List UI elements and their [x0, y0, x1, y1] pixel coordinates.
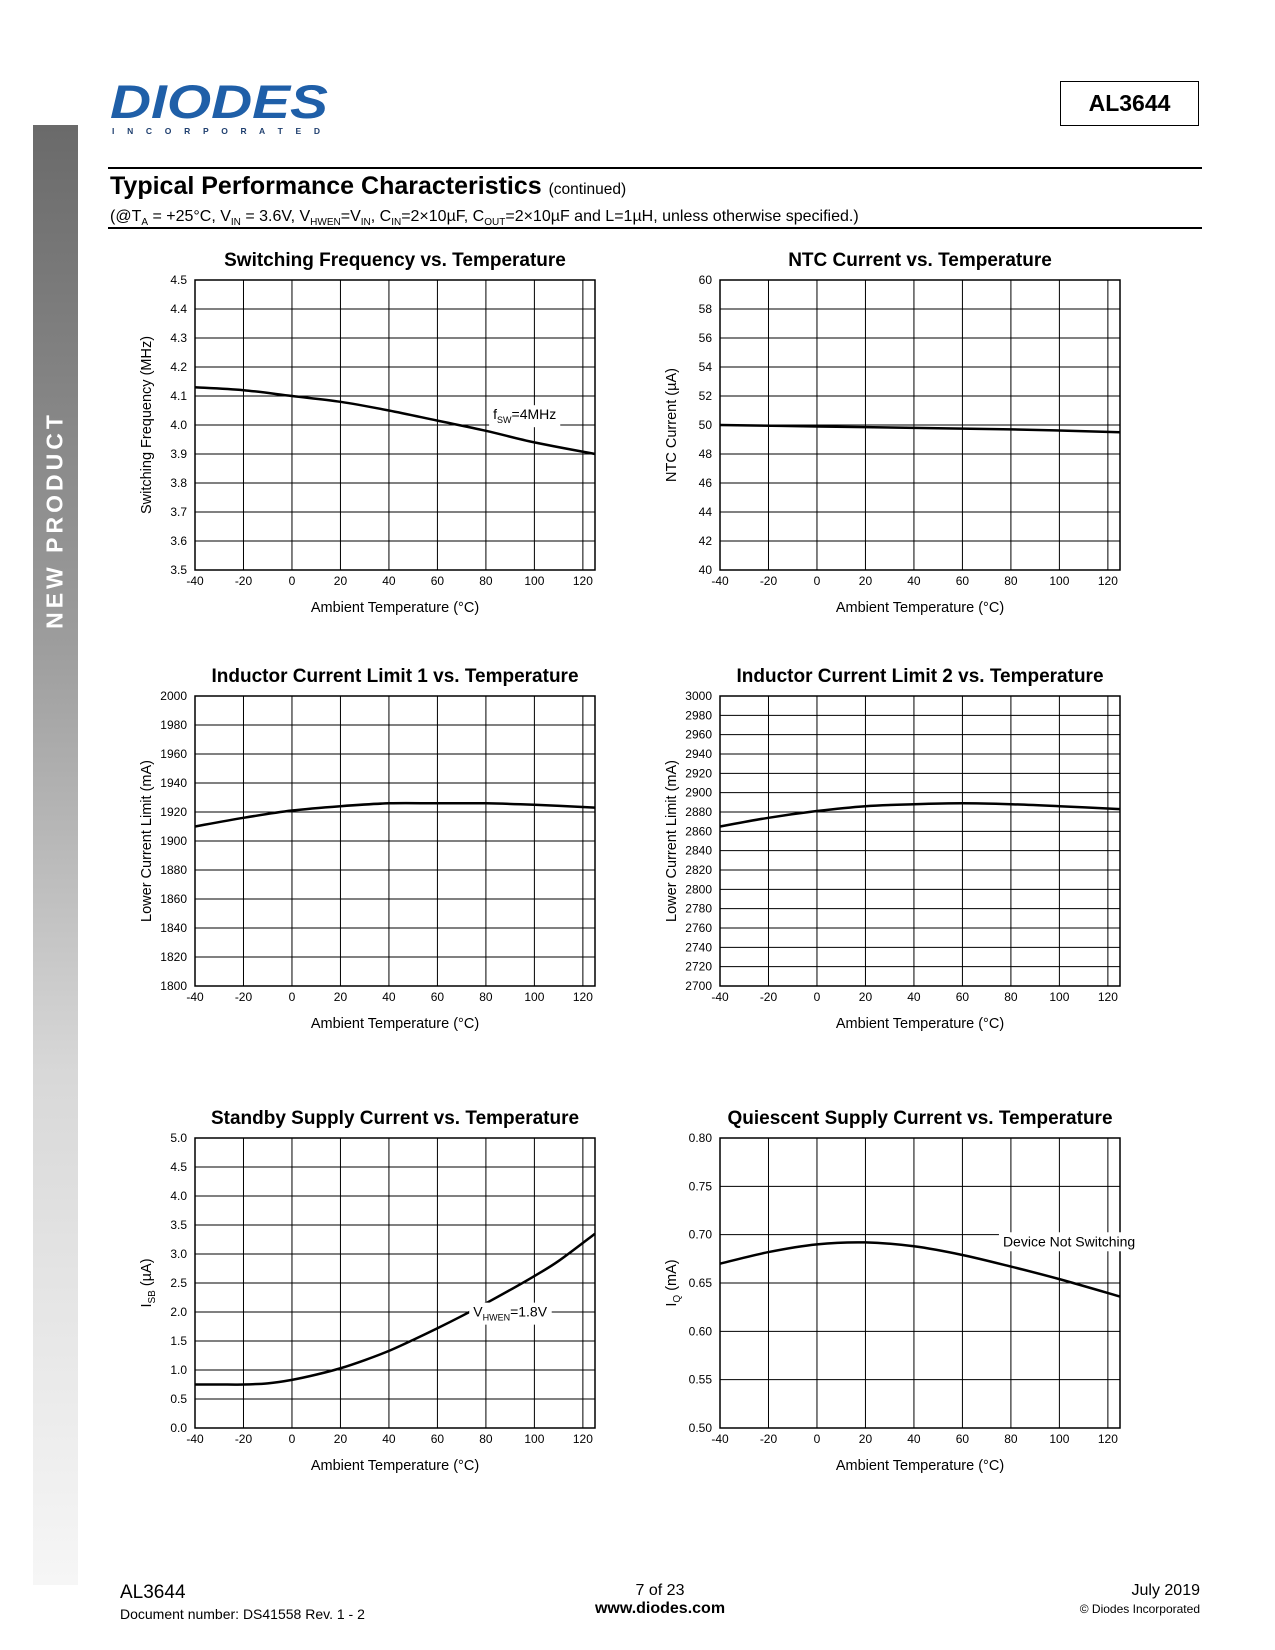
- y-axis-label: NTC Current (µA): [664, 368, 680, 482]
- y-axis-label: $I_Q$ (mA): [664, 1259, 683, 1307]
- chart-svg: [135, 1108, 605, 1493]
- x-tick-label: 100: [524, 1432, 545, 1446]
- y-tick-label: 60: [698, 273, 712, 287]
- x-tick-label: 60: [955, 990, 970, 1004]
- y-tick-label: 4.0: [170, 418, 187, 432]
- section-title-main: Typical Performance Characteristics: [110, 172, 542, 200]
- y-tick-label: 4.5: [170, 1160, 187, 1174]
- x-tick-label: 120: [1097, 574, 1118, 588]
- chart-title: Standby Supply Current vs. Temperature: [210, 1108, 580, 1129]
- y-tick-label: 3.5: [170, 1218, 187, 1232]
- chart-svg: [135, 250, 605, 635]
- y-tick-label: 2760: [685, 921, 712, 935]
- y-tick-label: 2780: [685, 901, 712, 916]
- y-tick-label: 0.80: [688, 1131, 712, 1145]
- x-tick-label: 80: [1004, 1432, 1018, 1446]
- y-tick-label: 50: [698, 418, 712, 432]
- x-tick-label: 0: [813, 1432, 821, 1446]
- x-tick-label: 100: [524, 990, 545, 1004]
- x-axis-label: Ambient Temperature (°C): [310, 1458, 480, 1474]
- x-tick-label: -20: [759, 990, 778, 1004]
- footer-left: [120, 1582, 365, 1622]
- y-tick-label: 1940: [160, 776, 187, 790]
- x-tick-label: 120: [572, 1432, 593, 1446]
- x-tick-label: 60: [430, 990, 445, 1004]
- x-tick-label: 120: [1097, 1432, 1118, 1446]
- x-tick-label: 120: [572, 574, 593, 588]
- y-tick-label: 3000: [685, 689, 712, 703]
- x-tick-label: 0: [288, 990, 296, 1004]
- footer-center: [595, 1582, 725, 1618]
- x-tick-label: 40: [382, 1432, 396, 1446]
- y-tick-label: 1840: [160, 921, 187, 935]
- y-tick-label: 2860: [685, 824, 712, 839]
- x-axis-label: Ambient Temperature (°C): [310, 600, 480, 616]
- x-tick-label: 20: [858, 990, 873, 1004]
- diodes-logo: [110, 78, 340, 148]
- y-tick-label: 1900: [160, 834, 187, 848]
- chart-quiescent-current: [660, 1108, 1136, 1493]
- x-tick-label: -40: [186, 990, 204, 1004]
- y-tick-label: 4.1: [170, 389, 187, 403]
- y-tick-label: 3.5: [170, 563, 187, 577]
- x-tick-label: -20: [234, 1432, 253, 1446]
- chart-ntc-current: [660, 250, 1130, 635]
- y-tick-label: 1820: [160, 950, 187, 964]
- y-tick-label: 4.3: [170, 331, 187, 345]
- y-tick-label: 1920: [160, 805, 187, 819]
- chart-svg: [135, 666, 605, 1051]
- chart-svg: [660, 666, 1130, 1051]
- side-banner: [33, 125, 78, 1585]
- y-tick-label: 42: [698, 534, 712, 548]
- y-tick-label: 0.65: [688, 1276, 712, 1290]
- y-tick-label: 2800: [685, 882, 712, 897]
- x-tick-label: 0: [813, 574, 821, 588]
- x-tick-label: 20: [333, 1432, 348, 1446]
- y-tick-label: 3.7: [170, 505, 187, 519]
- x-tick-label: -40: [186, 1432, 204, 1446]
- data-series-line: [720, 425, 1120, 432]
- y-tick-label: 3.6: [170, 534, 187, 548]
- x-tick-label: 60: [430, 574, 445, 588]
- chart-switching-frequency: [135, 250, 605, 635]
- y-axis-label: Lower Current Limit (mA): [139, 760, 155, 922]
- y-axis-label: Switching Frequency (MHz): [139, 335, 155, 515]
- y-tick-label: 2940: [685, 747, 712, 761]
- x-tick-label: 120: [1097, 990, 1118, 1004]
- footer-page-number: 7 of 23: [635, 1582, 685, 1599]
- section-title: [110, 172, 626, 201]
- chart-title: Inductor Current Limit 1 vs. Temperature: [211, 666, 579, 687]
- x-axis-label: Ambient Temperature (°C): [835, 1458, 1005, 1474]
- x-axis-label: Ambient Temperature (°C): [310, 1016, 480, 1032]
- y-tick-label: 4.0: [170, 1189, 187, 1203]
- x-tick-label: 20: [333, 574, 348, 588]
- y-tick-label: 1.0: [170, 1363, 187, 1377]
- y-tick-label: 4.5: [170, 273, 187, 287]
- y-tick-label: 54: [698, 360, 712, 374]
- section-title-suffix: (continued): [548, 181, 627, 198]
- x-tick-label: 80: [479, 574, 493, 588]
- y-tick-label: 0.50: [688, 1421, 712, 1435]
- chart-title: Quiescent Supply Current vs. Temperature: [727, 1108, 1113, 1129]
- series-annotation: $f_{SW}=4MHz$: [493, 406, 557, 426]
- y-tick-label: 0.70: [688, 1227, 712, 1242]
- x-tick-label: -40: [711, 990, 729, 1004]
- part-number-box: AL3644: [1060, 81, 1199, 126]
- chart-title: NTC Current vs. Temperature: [788, 250, 1052, 271]
- y-tick-label: 40: [698, 563, 712, 577]
- y-tick-label: 1880: [160, 863, 187, 877]
- y-axis-label: $I_{SB}$ (µA): [139, 1258, 158, 1308]
- chart-inductor-limit-2: [660, 666, 1130, 1051]
- footer-right: [1080, 1582, 1200, 1616]
- y-tick-label: 2880: [685, 805, 712, 819]
- x-tick-label: 60: [955, 574, 970, 588]
- x-tick-label: 40: [907, 574, 921, 588]
- y-tick-label: 3.8: [170, 476, 187, 490]
- x-tick-label: 40: [907, 1432, 921, 1446]
- x-tick-label: -20: [234, 574, 253, 588]
- x-tick-label: 80: [479, 1432, 493, 1446]
- x-tick-label: 0: [288, 574, 296, 588]
- x-tick-label: 0: [813, 990, 821, 1004]
- y-tick-label: 0.75: [688, 1179, 712, 1194]
- plot-frame: [720, 696, 1120, 986]
- x-tick-label: 40: [382, 574, 396, 588]
- y-tick-label: 0.0: [170, 1421, 187, 1435]
- x-axis-label: Ambient Temperature (°C): [835, 600, 1005, 616]
- y-tick-label: 2820: [685, 863, 712, 877]
- y-tick-label: 2.0: [170, 1305, 187, 1319]
- y-tick-label: 0.60: [688, 1324, 712, 1339]
- y-axis-label: Lower Current Limit (mA): [664, 760, 680, 922]
- x-tick-label: 100: [1049, 990, 1070, 1004]
- x-tick-label: 100: [524, 574, 545, 588]
- y-tick-label: 44: [698, 505, 712, 519]
- x-tick-label: 80: [479, 990, 493, 1004]
- y-tick-label: 3.0: [170, 1247, 187, 1261]
- x-tick-label: 40: [382, 990, 396, 1004]
- x-tick-label: -20: [759, 1432, 778, 1446]
- footer-document-number: Document number: DS41558 Rev. 1 - 2: [120, 1606, 365, 1622]
- x-tick-label: 20: [858, 574, 873, 588]
- chart-standby-current: [135, 1108, 605, 1493]
- y-tick-label: 5.0: [170, 1131, 187, 1145]
- y-tick-label: 4.4: [170, 302, 187, 316]
- x-tick-label: 80: [1004, 990, 1018, 1004]
- x-tick-label: 80: [1004, 574, 1018, 588]
- new-product-banner-text: NEW PRODUCT: [41, 411, 68, 629]
- y-tick-label: 1.5: [170, 1334, 187, 1348]
- chart-inductor-limit-1: [135, 666, 605, 1051]
- x-tick-label: 120: [572, 990, 593, 1004]
- y-tick-label: 2.5: [170, 1276, 187, 1290]
- x-tick-label: -20: [759, 574, 778, 588]
- data-series-line: [720, 803, 1120, 826]
- y-tick-label: 1960: [160, 747, 187, 761]
- chart-svg: [660, 1108, 1136, 1493]
- logo-subtext: I N C O R P O R A T E D: [112, 126, 320, 136]
- x-tick-label: 0: [288, 1432, 296, 1446]
- chart-title: Inductor Current Limit 2 vs. Temperature: [736, 666, 1104, 687]
- y-tick-label: 0.55: [688, 1372, 712, 1387]
- y-tick-label: 0.5: [170, 1392, 187, 1406]
- x-tick-label: 40: [907, 990, 921, 1004]
- test-conditions: ($@T_A = +25^\circ C$, $V_{IN} = 3.6V$, $V_{HWEN}=V_{IN}$, $C_{IN}=2\times 10\mu F$, $C_{OUT}=2\times 10\mu F$ and L=1µH, unless otherwise specified.): [110, 208, 859, 229]
- footer-date: July 2019: [1131, 1582, 1200, 1599]
- data-series-line: [195, 803, 595, 826]
- series-annotation: Device Not Switching: [1002, 1233, 1136, 1250]
- chart-title: Switching Frequency vs. Temperature: [224, 250, 566, 271]
- y-tick-label: 2720: [685, 959, 712, 974]
- y-tick-label: 56: [698, 331, 712, 345]
- y-tick-label: 2920: [685, 766, 712, 781]
- y-tick-label: 2840: [685, 843, 712, 858]
- x-tick-label: -40: [711, 574, 729, 588]
- y-tick-label: 52: [698, 389, 712, 403]
- y-tick-label: 3.9: [170, 447, 187, 461]
- x-tick-label: 60: [955, 1432, 970, 1446]
- y-tick-label: 2700: [685, 979, 712, 993]
- y-tick-label: 1800: [160, 979, 187, 993]
- y-tick-label: 48: [698, 447, 712, 461]
- y-tick-label: 4.2: [170, 360, 187, 374]
- footer-copyright: © Diodes Incorporated: [1079, 1602, 1200, 1616]
- y-tick-label: 2960: [685, 727, 712, 742]
- x-tick-label: 100: [1049, 574, 1070, 588]
- y-tick-label: 2900: [685, 785, 712, 800]
- header-rule-top: [108, 167, 1202, 169]
- footer-website-link[interactable]: www.diodes.com: [594, 1600, 726, 1617]
- y-tick-label: 46: [698, 476, 712, 490]
- y-tick-label: 1980: [160, 718, 187, 732]
- y-tick-label: 2980: [685, 708, 712, 723]
- y-tick-label: 2740: [685, 940, 712, 955]
- x-tick-label: -40: [186, 574, 204, 588]
- x-tick-label: 20: [333, 990, 348, 1004]
- x-axis-label: Ambient Temperature (°C): [835, 1016, 1005, 1032]
- x-tick-label: -20: [234, 990, 253, 1004]
- x-tick-label: 100: [1049, 1432, 1070, 1446]
- logo-wordmark: DIODES: [110, 78, 329, 129]
- y-tick-label: 58: [698, 302, 712, 316]
- chart-svg: [660, 250, 1130, 635]
- y-tick-label: 2000: [160, 689, 187, 703]
- x-tick-label: 60: [430, 1432, 445, 1446]
- footer-part-number: AL3644: [120, 1582, 186, 1603]
- x-tick-label: 20: [858, 1432, 873, 1446]
- y-tick-label: 1860: [160, 892, 187, 906]
- x-tick-label: -40: [711, 1432, 729, 1446]
- header-rule-bottom: [108, 227, 1202, 229]
- series-annotation: $V_{HWEN}=1.8V$: [473, 1303, 548, 1323]
